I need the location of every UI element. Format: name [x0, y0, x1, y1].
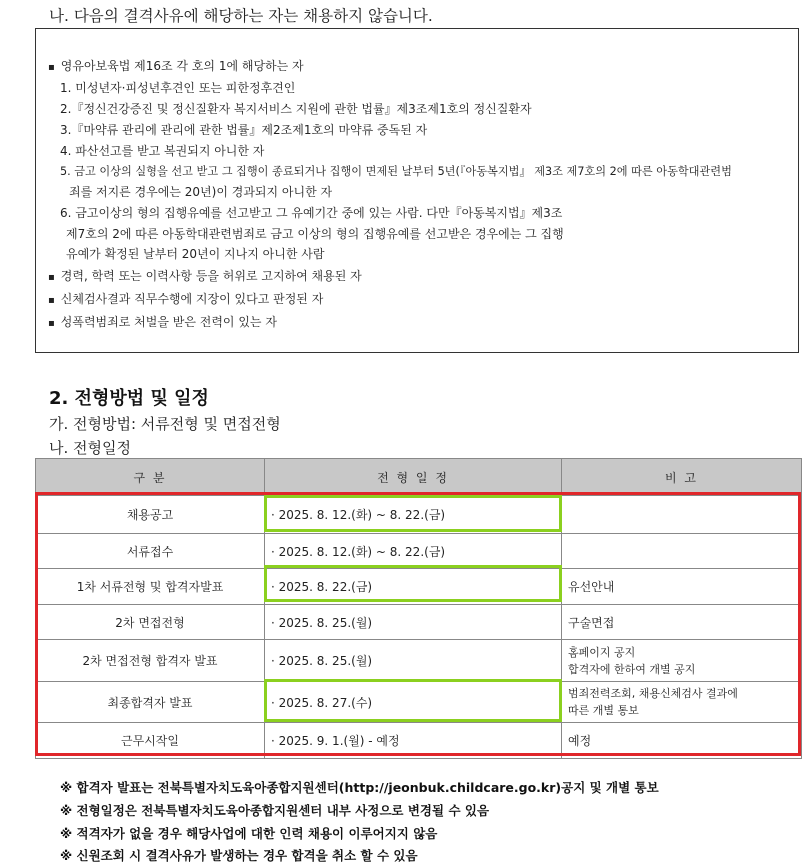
note-4: ※ 신원조회 시 결격사유가 발생하는 경우 합격을 취소 할 수 있음	[60, 848, 418, 863]
note-2: ※ 전형일정은 전북특별자치도육아종합지원센터 내부 사정으로 변경될 수 있음	[60, 803, 490, 818]
section-title: 2. 전형방법 및 일정	[49, 388, 209, 409]
row-note: 구술면접	[562, 605, 802, 640]
row-date: · 2025. 8. 27.(수)	[265, 682, 562, 723]
row-note-line2: 합격자에 한하여 개별 공지	[568, 662, 696, 676]
table-row	[36, 569, 802, 605]
row-name: 2차 면접전형	[36, 605, 265, 640]
row-note	[562, 682, 802, 723]
row-note-line1: 홈페이지 공지	[568, 645, 636, 659]
disq-subitem-1: 1. 미성년자·피성년후견인 또는 피한정후견인	[60, 81, 296, 95]
row-date: · 2025. 8. 25.(월)	[265, 640, 562, 682]
table-row	[36, 640, 802, 682]
table-row	[36, 605, 802, 640]
schedule-label: 나. 전형일정	[49, 439, 131, 457]
row-name: 채용공고	[36, 496, 265, 534]
table-row	[36, 682, 802, 723]
note-1: ※ 합격자 발표는 전북특별자치도육아종합지원센터(http://jeonbuk.childcare.go.kr)공지 및 개별 통보	[60, 780, 659, 795]
header-category: 구 분	[36, 459, 265, 496]
row-note	[562, 534, 802, 569]
row-date: · 2025. 8. 12.(화) ~ 8. 22.(금)	[265, 534, 562, 569]
disq-item-sex-crime: ▪ 성폭력범죄로 처벌을 받은 전력이 있는 자	[48, 313, 277, 330]
header-remark: 비 고	[562, 459, 802, 496]
method-line: 가. 전형방법: 서류전형 및 면접전형	[49, 415, 281, 433]
row-note	[562, 496, 802, 534]
row-date: · 2025. 8. 22.(금)	[265, 569, 562, 605]
row-name: 1차 서류전형 및 합격자발표	[36, 569, 265, 605]
row-note-line2: 따른 개별 통보	[568, 704, 639, 717]
row-date: · 2025. 8. 12.(화) ~ 8. 22.(금)	[265, 496, 562, 534]
disq-subitem-2: 2.『정신건강증진 및 정신질환자 복지서비스 지원에 관한 법률』제3조제1호의 정신질환자	[60, 102, 532, 116]
table-row	[36, 723, 802, 759]
disqualification-heading: 나. 다음의 결격사유에 해당하는 자는 채용하지 않습니다.	[49, 7, 433, 25]
row-note	[562, 640, 802, 682]
table-row	[36, 534, 802, 569]
disq-subitem-3: 3.『마약류 관리에 관리에 관한 법률』제2조제1호의 마약류 중독된 자	[60, 123, 428, 137]
disq-subitem-6-cont1: 제7호의 2에 따른 아동학대관련범죄로 금고 이상의 형의 집행유예를 선고받은 경우에는 그 집행	[66, 227, 564, 241]
row-name: 서류접수	[36, 534, 265, 569]
schedule-table	[35, 458, 802, 759]
header-schedule: 전 형 일 정	[265, 459, 562, 496]
disq-subitem-5: 5. 금고 이상의 실형을 선고 받고 그 집행이 종료되거나 집행이 면제된 날부터 5년(『아동복지법』 제3조 제7호의 2에 따른 아동학대관련범	[60, 165, 732, 178]
table-row	[36, 496, 802, 534]
disq-subitem-6-cont2: 유예가 확정된 날부터 20년이 지나지 아니한 사람	[66, 247, 325, 261]
row-name: 근무시작일	[36, 723, 265, 759]
disq-item-main: ▪ 영유아보육법 제16조 각 호의 1에 해당하는 자	[48, 57, 304, 74]
row-name: 최종합격자 발표	[36, 682, 265, 723]
disq-item-false-info: ▪ 경력, 학력 또는 이력사항 등을 허위로 고지하여 채용된 자	[48, 267, 362, 284]
disq-subitem-6: 6. 금고이상의 형의 집행유예를 선고받고 그 유예기간 중에 있는 사람. 다만『아동복지법』제3조	[60, 206, 563, 220]
table-header-row	[36, 459, 802, 496]
note-3: ※ 적격자가 없을 경우 해당사업에 대한 인력 채용이 이루어지지 않음	[60, 826, 438, 841]
disq-item-health: ▪ 신체검사결과 직무수행에 지장이 있다고 판정된 자	[48, 290, 323, 307]
row-note: 예정	[562, 723, 802, 759]
row-name: 2차 면접전형 합격자 발표	[36, 640, 265, 682]
disq-subitem-4: 4. 파산선고를 받고 복권되지 아니한 자	[60, 144, 265, 158]
disqualification-box	[35, 28, 799, 353]
row-note: 유선안내	[562, 569, 802, 605]
disq-subitem-5-cont: 죄를 저지른 경우에는 20년)이 경과되지 아니한 자	[69, 185, 333, 199]
row-date: · 2025. 9. 1.(월) - 예정	[265, 723, 562, 759]
row-date: · 2025. 8. 25.(월)	[265, 605, 562, 640]
row-note-line1: 범죄전력조회, 채용신체검사 결과에	[568, 687, 738, 700]
